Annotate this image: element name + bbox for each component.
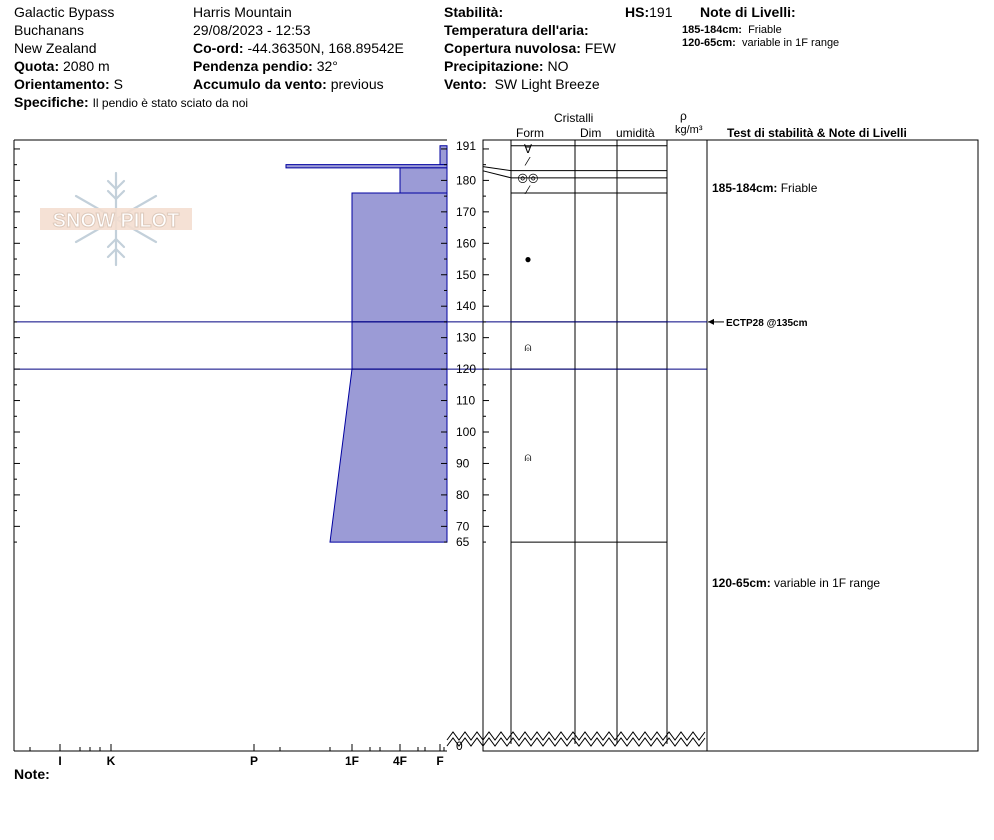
col-density-unit: kg/m³ [675,124,703,136]
hardness-label-K: K [106,754,116,768]
hardness-layer-3 [400,168,447,193]
layer-note-range: 120-65cm: [712,576,775,590]
layer-note-1-range: 185-184cm: [682,24,742,36]
elevation-label: Quota: [14,58,60,74]
precip-label: Precipitazione: [444,58,544,74]
hardness-label-4F: 4F [392,754,408,768]
col-moisture: umidità [616,126,655,140]
layer-note-text: variable in 1F range [774,576,881,590]
layer-note-text: Friable [780,181,818,195]
axis-break-lower [447,738,705,746]
hardness-label-I: I [58,754,62,768]
cloud-value: FEW [584,40,616,56]
y-tick-label: 130 [456,330,477,345]
hardness-layer-6 [330,369,447,542]
hardness-profile [286,146,447,542]
y-tick-label: 170 [456,204,477,219]
stability-test-1: ECTP28 @135cm [726,317,808,329]
y-tick-label: 180 [456,173,477,188]
grain-symbol-7: ⍝ [524,450,532,465]
grain-symbol-5: ● [524,252,532,267]
y-tick-label: 80 [456,487,470,502]
snowpilot-logo [40,173,192,265]
country: New Zealand [14,40,97,56]
layer-notes-column [712,181,880,590]
y-tick-label: 90 [456,456,470,471]
grain-symbol-3: ◎◎ [517,170,539,185]
fan-line-b [483,171,511,178]
layer-note-chart-2 [712,576,880,590]
col-crystals: Cristalli [554,111,594,125]
col-tests-notes: Test di stabilità & Note di Livelli [727,126,907,140]
logo-text: SNOW PILOT [52,210,180,232]
air-temp-label: Temperatura dell'aria: [444,22,589,38]
layer-notes-title: Note di Livelli: [700,4,796,20]
y-tick-label: 140 [456,299,477,314]
location-name: Galactic Bypass [14,4,115,20]
coord-label: Co-ord: [193,40,244,56]
hardness-label-1F: 1F [344,754,360,768]
aspect-value: S [113,76,123,92]
hs-value: 191 [649,4,673,20]
wind-value: SW Light Breeze [494,76,600,92]
hardness-label-F: F [436,754,444,768]
cloud-label: Copertura nuvolosa: [444,40,581,56]
wind-loading-label: Accumulo da vento: [193,76,327,92]
coord-value: -44.36350N, 168.89542E [247,40,404,56]
y-tick-label: 110 [456,393,476,408]
grain-symbol-6: ⍝ [524,340,532,355]
fan-line-a [483,167,511,171]
precip-value: NO [547,58,569,74]
aspect-label: Orientamento: [14,76,110,92]
table-border [483,140,978,751]
slope-label: Pendenza pendio: [193,58,313,74]
test-arrow-icon [708,319,714,325]
layer-note-2-text: variable in 1F range [741,37,840,49]
col-size: Dim [580,126,602,140]
grain-symbol-2: ⁄ [526,154,530,169]
col-form: Form [516,126,544,140]
specifics-label: Specifiche: [14,94,89,110]
hardness-layer-4 [352,193,447,322]
y-tick-label: 160 [456,236,477,251]
stability-label: Stabilità: [444,4,504,20]
wind-label: Vento: [444,76,487,92]
y-tick-label: 150 [456,267,477,282]
slope-value: 32° [316,58,338,74]
datetime: 29/08/2023 - 12:53 [193,22,311,38]
specifics-value: Il pendio è stato sciato da noi [92,96,249,110]
layer-note-chart-1 [712,181,818,195]
grain-forms [518,142,539,464]
hardness-layer-5 [352,322,447,369]
elevation-value: 2080 m [63,58,110,74]
notes-label: Note: [14,766,50,782]
hs-label: HS: [625,4,650,20]
region: Buchanans [14,22,85,38]
wind-loading-value: previous [330,76,384,92]
grain-symbol-1: ∀ [523,141,533,156]
stability-tests [708,318,808,329]
col-density-symbol: ρ [680,109,687,123]
layer-note-range: 185-184cm: [712,181,781,195]
y-tick-label: 65 [456,535,470,550]
hardness-axis [30,744,444,768]
layer-note-1-text: Friable [748,24,782,36]
y-tick-label: 120 [456,362,477,377]
grain-symbol-4: ⁄ [526,182,530,197]
y-tick-label: 100 [456,425,477,439]
mountain: Harris Mountain [193,4,292,20]
y-tick-label: 70 [456,519,470,534]
layer-note-2-range: 120-65cm: [682,37,736,49]
axis-break-upper [447,732,705,740]
hardness-label-P: P [249,754,259,768]
y-tick-label: 191 [456,138,477,153]
y-tick-label: 0 [456,739,463,753]
